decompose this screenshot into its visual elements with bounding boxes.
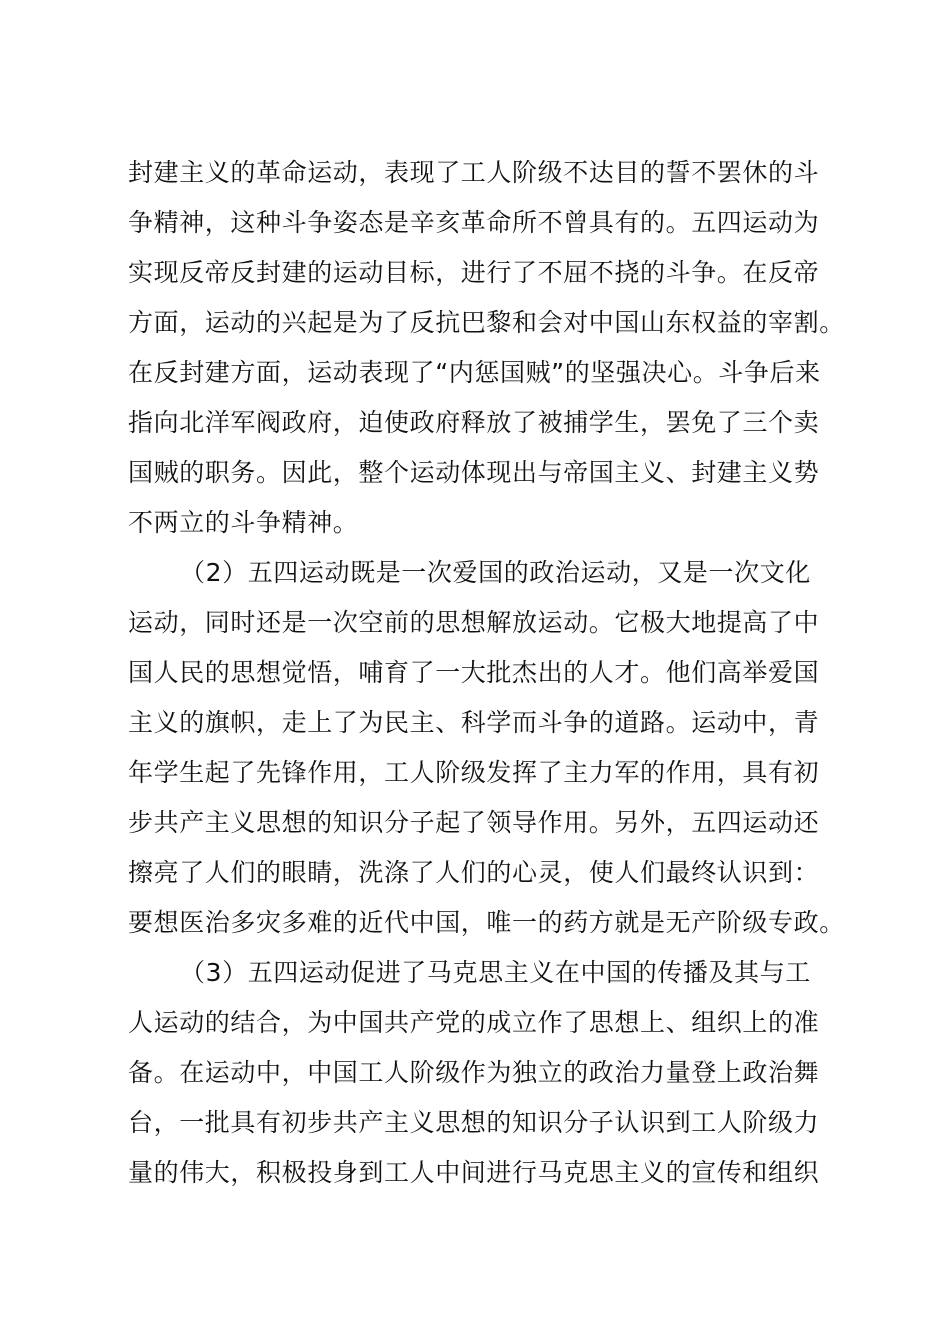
text-line: 备。在运动中，中国工人阶级作为独立的政治力量登上政治舞 (128, 1058, 820, 1087)
text-line: 争精神，这种斗争姿态是辛亥革命所不曾具有的。五四运动为 (128, 208, 820, 237)
text-line: 要想医治多灾多难的近代中国，唯一的药方就是无产阶级专政。 (128, 908, 845, 937)
text-line: 量的伟大，积极投身到工人中间进行马克思主义的宣传和组织 (128, 1158, 820, 1187)
text-line: 年学生起了先锋作用，工人阶级发挥了主力军的作用，具有初 (128, 758, 820, 787)
paragraph-2-first-line: （2）五四运动既是一次爱国的政治运动，又是一次文化 (180, 558, 811, 587)
paragraph-3-first-line: （3）五四运动促进了马克思主义在中国的传播及其与工 (180, 958, 811, 987)
text-line: 在反封建方面，运动表现了“内惩国贼”的坚强决心。斗争后来 (128, 358, 821, 387)
text-line: 步共产主义思想的知识分子起了领导作用。另外，五四运动还 (128, 808, 820, 837)
text-line: 指向北洋军阀政府，迫使政府释放了被捕学生，罢免了三个卖 (128, 408, 820, 437)
text-line: 国贼的职务。因此，整个运动体现出与帝国主义、封建主义势 (128, 458, 820, 487)
body-text (128, 148, 845, 1198)
text-line: 不两立的斗争精神。 (128, 508, 359, 537)
text-line: 台，一批具有初步共产主义思想的知识分子认识到工人阶级力 (128, 1108, 820, 1137)
text-line: 人运动的结合，为中国共产党的成立作了思想上、组织上的准 (128, 1008, 820, 1037)
text-line: 实现反帝反封建的运动目标，进行了不屈不挠的斗争。在反帝 (128, 258, 820, 287)
text-line: 擦亮了人们的眼睛，洗涤了人们的心灵，使人们最终认识到： (128, 858, 820, 887)
text-line: 封建主义的革命运动，表现了工人阶级不达目的誓不罢休的斗 (128, 158, 820, 187)
text-line: 方面，运动的兴起是为了反抗巴黎和会对中国山东权益的宰割。 (128, 308, 845, 337)
text-line: 国人民的思想觉悟，哺育了一大批杰出的人才。他们高举爱国 (128, 658, 820, 687)
text-line: 主义的旗帜，走上了为民主、科学而斗争的道路。运动中，青 (128, 708, 820, 737)
text-line: 运动，同时还是一次空前的思想解放运动。它极大地提高了中 (128, 608, 820, 637)
